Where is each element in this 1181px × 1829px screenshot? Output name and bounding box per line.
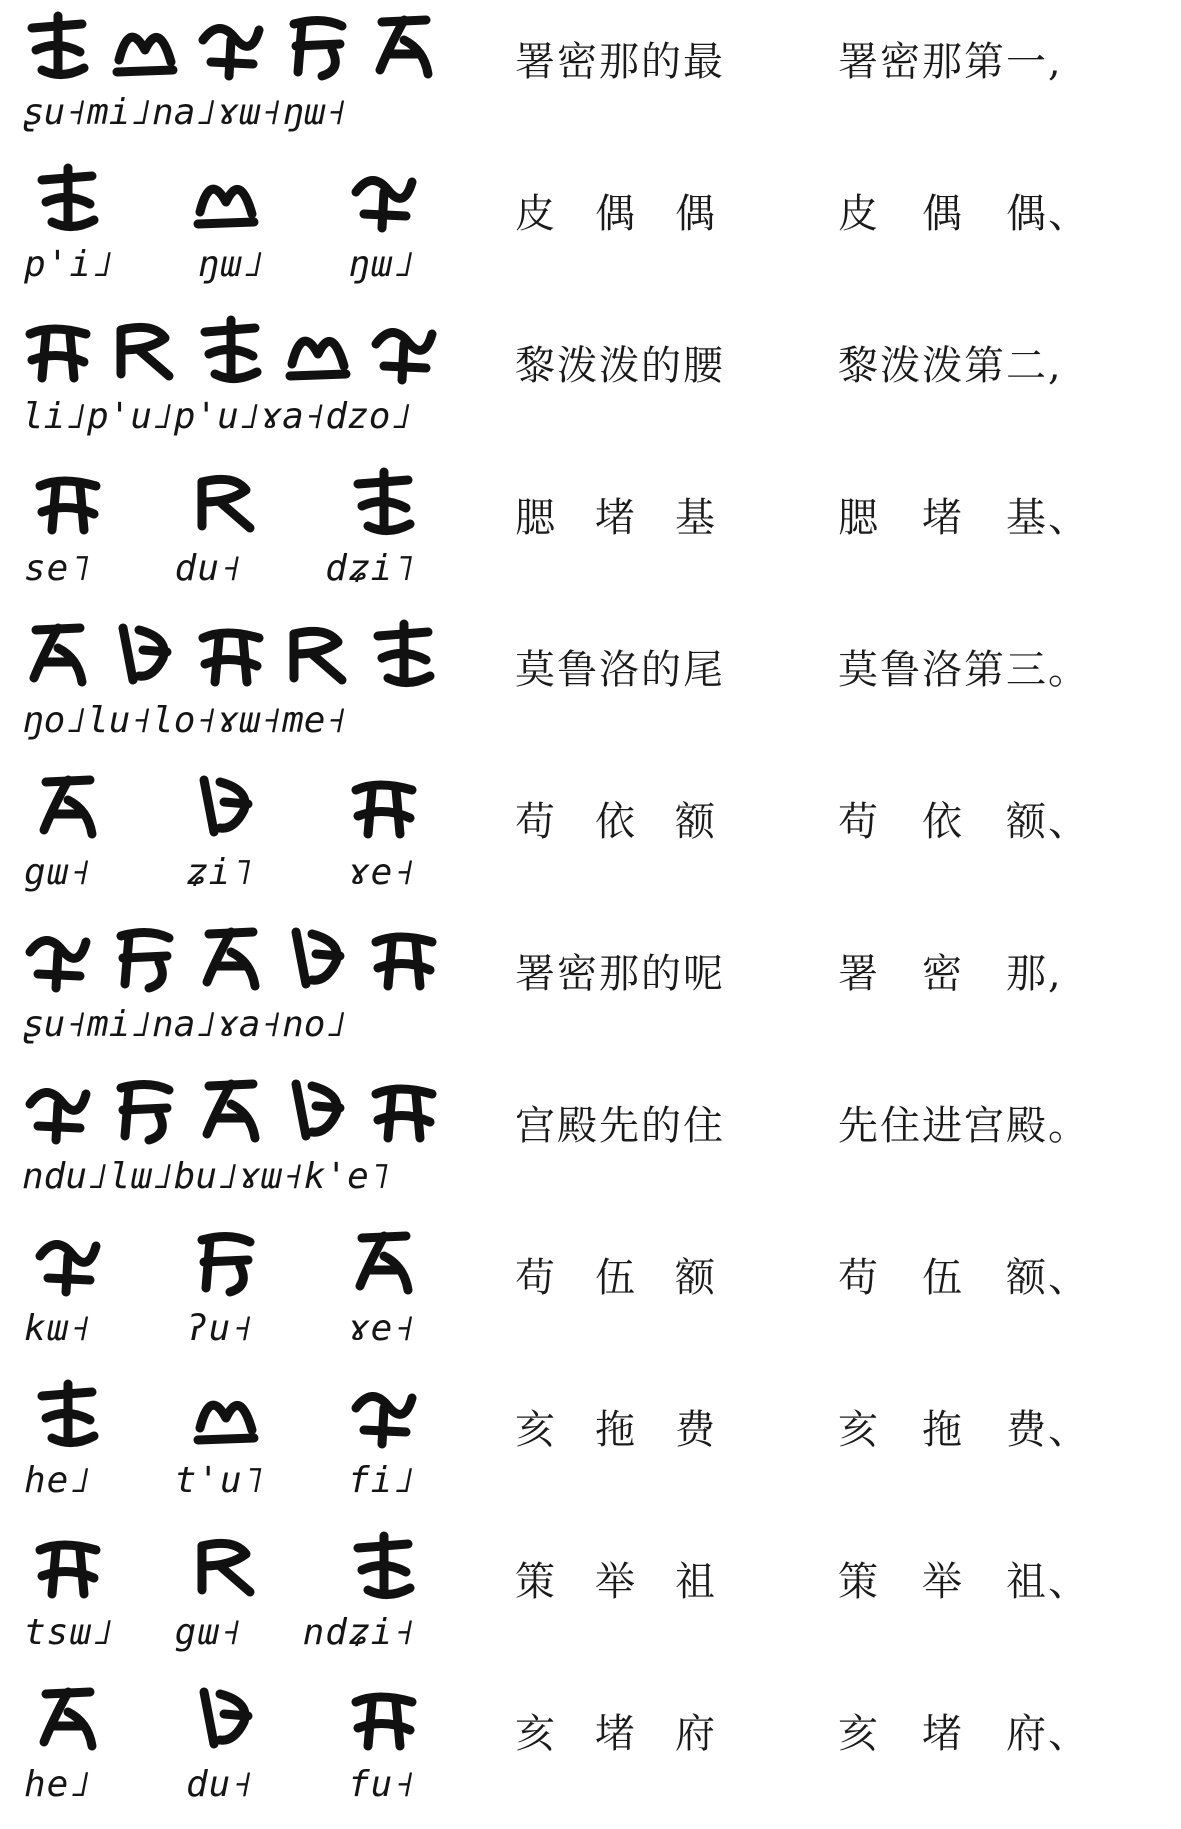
native-glyph-icon <box>195 314 267 386</box>
phonetic-word: ŋɯ˩ <box>197 243 266 285</box>
native-glyph-line <box>22 6 440 86</box>
native-glyph-icon <box>368 1074 440 1146</box>
native-script-block <box>22 6 440 146</box>
phonetic-transcription <box>22 1150 440 1202</box>
phonetic-transcription <box>22 1302 440 1354</box>
native-glyph-icon <box>190 1530 262 1602</box>
phonetic-word: gɯ˧ <box>174 1611 243 1653</box>
free-translation: 亥 堵 府、 <box>838 1711 1090 1757</box>
phonetic-text: ʂu˧mi˩na˩ɤa˧no˩ <box>22 1003 348 1045</box>
native-glyph-line <box>22 1070 440 1150</box>
native-glyph-line <box>22 766 440 846</box>
native-glyph-icon <box>190 1226 262 1298</box>
phonetic-text: ndu˩lɯ˩bu˩ɤɯ˧k'e˥ <box>22 1155 391 1197</box>
native-script-block <box>22 310 440 450</box>
phonetic-transcription <box>22 1758 440 1810</box>
phonetic-word: ŋɯ˩ <box>347 243 416 285</box>
native-glyph-icon <box>195 922 267 994</box>
verse-line <box>0 762 1181 914</box>
native-glyph-icon <box>109 314 181 386</box>
free-translation: 亥 拖 费、 <box>838 1407 1090 1453</box>
literal-gloss: 亥 拖 费 <box>515 1407 715 1453</box>
free-translation: 苟 依 额、 <box>838 799 1090 845</box>
phonetic-word: he˩ <box>24 1763 93 1805</box>
native-glyph-icon <box>368 314 440 386</box>
native-glyph-icon <box>348 770 420 842</box>
native-glyph-icon <box>348 466 420 538</box>
verse-line <box>0 1218 1181 1370</box>
phonetic-text: ʂu˧mi˩na˩ɤɯ˧ŋɯ˧ <box>22 91 348 133</box>
native-glyph-icon <box>109 922 181 994</box>
literal-gloss: 亥 堵 府 <box>515 1711 715 1757</box>
native-glyph-icon <box>22 922 94 994</box>
native-script-block <box>22 918 440 1058</box>
literal-gloss: 腮 堵 基 <box>515 495 715 541</box>
phonetic-transcription <box>22 1606 440 1658</box>
native-glyph-icon <box>32 1682 104 1754</box>
native-glyph-icon <box>195 10 267 82</box>
native-script-block <box>22 766 440 906</box>
native-glyph-icon <box>195 1074 267 1146</box>
native-script-block <box>22 1222 440 1362</box>
phonetic-word: dʑi˥ <box>325 547 416 589</box>
native-script-block <box>22 158 440 298</box>
literal-gloss: 宫殿先的住 <box>515 1103 725 1149</box>
phonetic-word: tsɯ˩ <box>24 1611 115 1653</box>
phonetic-word: se˥ <box>24 547 93 589</box>
native-script-block <box>22 462 440 602</box>
native-script-block <box>22 1374 440 1514</box>
phonetic-transcription <box>22 1454 440 1506</box>
native-glyph-icon <box>22 314 94 386</box>
phonetic-word: fi˩ <box>347 1459 416 1501</box>
native-glyph-line <box>22 310 440 390</box>
verse-line <box>0 154 1181 306</box>
phonetic-word: fu˧ <box>347 1763 416 1805</box>
phonetic-word: kɯ˧ <box>24 1307 93 1349</box>
native-glyph-icon <box>190 1682 262 1754</box>
phonetic-word: he˩ <box>24 1459 93 1501</box>
native-glyph-icon <box>348 1530 420 1602</box>
verse-line <box>0 306 1181 458</box>
phonetic-word: ʑi˥ <box>185 851 255 893</box>
literal-gloss: 苟 伍 额 <box>515 1255 715 1301</box>
native-glyph-icon <box>190 466 262 538</box>
phonetic-word: ɤe˧ <box>347 851 416 893</box>
native-glyph-icon <box>368 10 440 82</box>
verse-line <box>0 458 1181 610</box>
native-glyph-icon <box>22 10 94 82</box>
verse-line <box>0 914 1181 1066</box>
free-translation: 苟 伍 额、 <box>838 1255 1090 1301</box>
phonetic-word: t'u˥ <box>174 1459 266 1501</box>
native-glyph-icon <box>348 162 420 234</box>
phonetic-word: ɤe˧ <box>347 1307 416 1349</box>
native-glyph-icon <box>109 10 181 82</box>
phonetic-word: du˧ <box>185 1763 255 1805</box>
phonetic-transcription <box>22 542 440 594</box>
free-translation: 先住进宫殿。 <box>838 1103 1090 1149</box>
literal-gloss: 苟 依 额 <box>515 799 715 845</box>
free-translation: 皮 偶 偶、 <box>838 191 1090 237</box>
literal-gloss: 莫鲁洛的尾 <box>515 647 725 693</box>
phonetic-word: gɯ˧ <box>24 851 93 893</box>
native-glyph-icon <box>282 1074 354 1146</box>
native-script-block <box>22 1070 440 1210</box>
phonetic-transcription <box>22 694 440 746</box>
free-translation: 黎泼泼第二, <box>838 343 1063 389</box>
phonetic-transcription <box>22 998 440 1050</box>
phonetic-word: ʔu˧ <box>185 1307 255 1349</box>
free-translation: 腮 堵 基、 <box>838 495 1090 541</box>
native-glyph-line <box>22 1526 440 1606</box>
free-translation: 署密那第一, <box>838 39 1063 85</box>
native-glyph-line <box>22 1678 440 1758</box>
native-glyph-icon <box>22 618 94 690</box>
phonetic-transcription <box>22 238 440 290</box>
native-glyph-icon <box>190 1378 262 1450</box>
native-glyph-line <box>22 1374 440 1454</box>
native-glyph-icon <box>32 466 104 538</box>
native-glyph-icon <box>109 1074 181 1146</box>
native-glyph-icon <box>195 618 267 690</box>
native-glyph-icon <box>282 314 354 386</box>
native-glyph-icon <box>109 618 181 690</box>
phonetic-transcription <box>22 846 440 898</box>
native-glyph-line <box>22 462 440 542</box>
phonetic-transcription <box>22 390 440 442</box>
native-glyph-icon <box>22 1074 94 1146</box>
literal-gloss: 署密那的最 <box>515 39 725 85</box>
native-glyph-line <box>22 158 440 238</box>
native-glyph-icon <box>32 1530 104 1602</box>
native-glyph-line <box>22 614 440 694</box>
phonetic-transcription <box>22 86 440 138</box>
verse-line <box>0 610 1181 762</box>
phonetic-word: du˧ <box>174 547 243 589</box>
phonetic-word: p'i˩ <box>24 243 115 285</box>
free-translation: 署 密 那, <box>838 951 1063 997</box>
phonetic-text: ŋo˩lu˧lo˧ɤɯ˧me˧ <box>22 699 348 741</box>
verse-line <box>0 1674 1181 1826</box>
free-translation: 莫鲁洛第三。 <box>838 647 1090 693</box>
native-glyph-icon <box>32 1226 104 1298</box>
literal-gloss: 署密那的呢 <box>515 951 725 997</box>
native-script-block <box>22 1678 440 1818</box>
literal-gloss: 黎泼泼的腰 <box>515 343 725 389</box>
native-glyph-icon <box>32 162 104 234</box>
native-glyph-line <box>22 1222 440 1302</box>
native-glyph-icon <box>282 618 354 690</box>
phonetic-text: li˩p'u˩p'u˩ɤa˧dzo˩ <box>22 395 413 437</box>
free-translation: 策 举 祖、 <box>838 1559 1090 1605</box>
literal-gloss: 策 举 祖 <box>515 1559 715 1605</box>
native-glyph-icon <box>348 1682 420 1754</box>
verse-line <box>0 2 1181 154</box>
phonetic-word: ndʑi˧ <box>302 1611 416 1653</box>
native-glyph-line <box>22 918 440 998</box>
native-glyph-icon <box>32 770 104 842</box>
native-glyph-icon <box>190 162 262 234</box>
native-glyph-icon <box>282 10 354 82</box>
native-glyph-icon <box>348 1378 420 1450</box>
verse-line <box>0 1066 1181 1218</box>
native-glyph-icon <box>190 770 262 842</box>
native-script-block <box>22 1526 440 1666</box>
verse-line <box>0 1522 1181 1674</box>
native-glyph-icon <box>368 922 440 994</box>
native-script-block <box>22 614 440 754</box>
native-glyph-icon <box>32 1378 104 1450</box>
native-glyph-icon <box>368 618 440 690</box>
native-glyph-icon <box>348 1226 420 1298</box>
literal-gloss: 皮 偶 偶 <box>515 191 715 237</box>
verse-line <box>0 1370 1181 1522</box>
native-glyph-icon <box>282 922 354 994</box>
